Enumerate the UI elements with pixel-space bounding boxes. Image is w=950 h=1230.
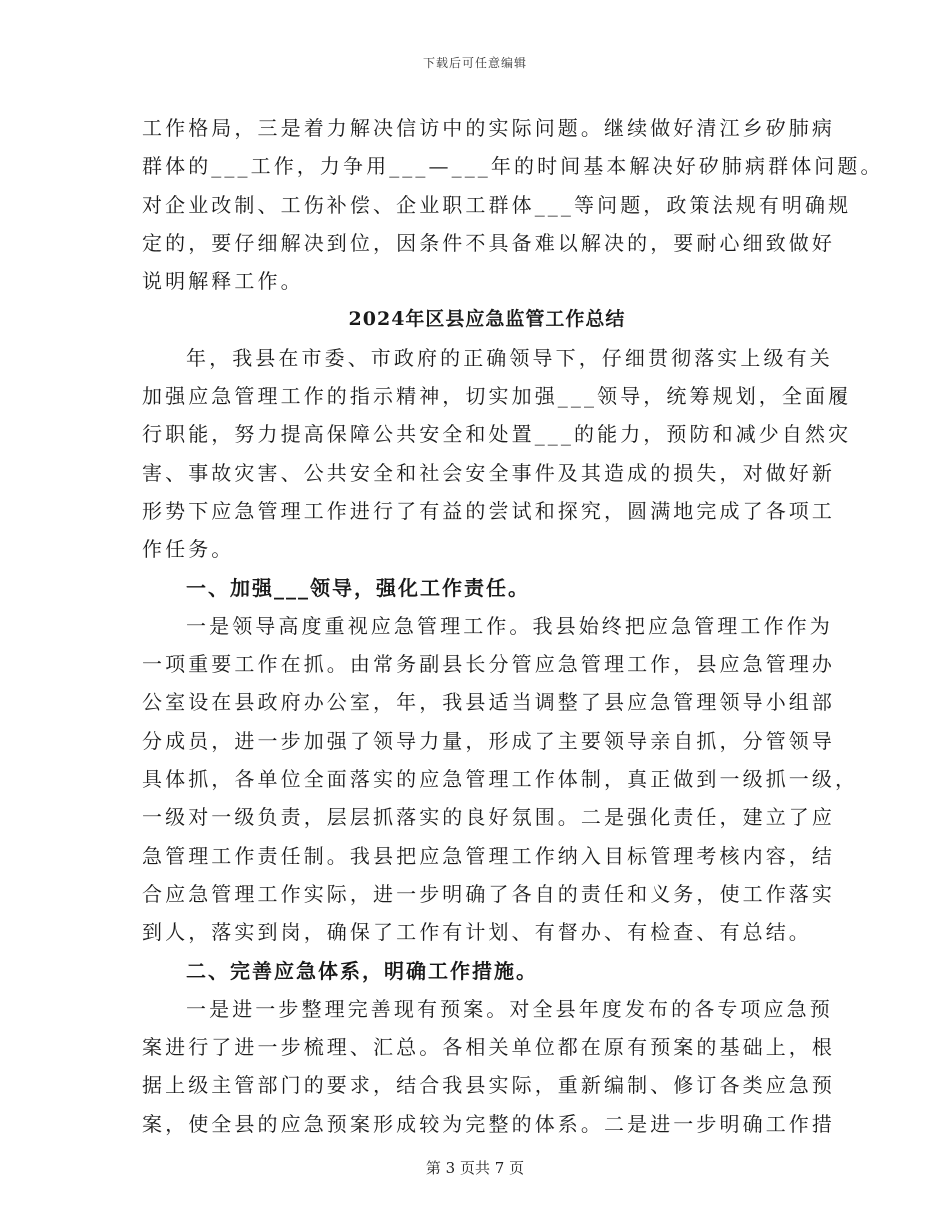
paragraph-line: 年，我县在市委、市政府的正确领导下，仔细贯彻落实上级有关 xyxy=(186,345,833,370)
page-header: 下载后可任意编辑 xyxy=(422,56,527,70)
paragraph-line: 工作格局，三是着力解决信访中的实际问题。继续做好清江乡矽肺病 xyxy=(142,116,835,140)
paragraph-line: 说明解释工作。 xyxy=(142,269,304,294)
paragraph-line: 定的，要仔细解决到位，因条件不具备难以解决的，要耐心细致做好 xyxy=(142,230,835,255)
paragraph-line: 加强应急管理工作的指示精神，切实加强___领导，统筹规划，全面履 xyxy=(142,384,852,409)
paragraph-line: 分成员，进一步加强了领导力量，形成了主要领导亲自抓，分管领导 xyxy=(142,728,835,753)
paragraph-line: 对企业改制、工伤补偿、企业职工群体___等问题，政策法规有明确规 xyxy=(142,192,852,217)
paragraph-line: 一是领导高度重视应急管理工作。我县始终把应急管理工作作为 xyxy=(186,613,833,638)
paragraph-line: 行职能，努力提高保障公共安全和处置___的能力，预防和减少自然灾 xyxy=(142,422,852,447)
paragraph-line: 据上级主管部门的要求，结合我县实际，重新编制、修订各类应急预 xyxy=(142,1073,835,1098)
document-title: 2024年区县应急监管工作总结 xyxy=(348,308,626,331)
paragraph-line: 急管理工作责任制。我县把应急管理工作纳入目标管理考核内容，结 xyxy=(142,843,835,868)
paragraph-line: 一是进一步整理完善现有预案。对全县年度发布的各专项应急预 xyxy=(186,996,833,1021)
paragraph-line: 害、事故灾害、公共安全和社会安全事件及其造成的损失，对做好新 xyxy=(142,460,835,485)
page-footer: 第 3 页共 7 页 xyxy=(425,1159,525,1177)
paragraph-line: 到人，落实到岗，确保了工作有计划、有督办、有检查、有总结。 xyxy=(142,920,812,945)
paragraph-line: 一项重要工作在抓。由常务副县长分管应急管理工作，县应急管理办 xyxy=(142,652,835,677)
paragraph-line: 一级对一级负责，层层抓落实的良好氛围。二是强化责任，建立了应 xyxy=(142,805,835,830)
paragraph-line: 合应急管理工作实际，进一步明确了各自的责任和义务，使工作落实 xyxy=(142,881,835,906)
section-heading: 一、加强___领导，强化工作责任。 xyxy=(186,575,530,600)
paragraph-line: 形势下应急管理工作进行了有益的尝试和探究，圆满地完成了各项工 xyxy=(142,498,835,523)
paragraph-line: 具体抓，各单位全面落实的应急管理工作体制，真正做到一级抓一级， xyxy=(142,767,859,792)
paragraph-line: 公室设在县政府办公室，年，我县适当调整了县应急管理领导小组部 xyxy=(142,690,835,715)
paragraph-line: 群体的___工作，力争用___—___年的时间基本解决好矽肺病群体问题。 xyxy=(142,154,884,179)
paragraph-line: 案，使全县的应急预案形成较为完整的体系。二是进一步明确工作措 xyxy=(142,1111,835,1136)
section-heading: 二、完善应急体系，明确工作措施。 xyxy=(186,958,538,983)
paragraph-line: 作任务。 xyxy=(142,537,235,562)
paragraph-line: 案进行了进一步梳理、汇总。各相关单位都在原有预案的基础上，根 xyxy=(142,1035,835,1060)
document-body xyxy=(142,109,884,1143)
